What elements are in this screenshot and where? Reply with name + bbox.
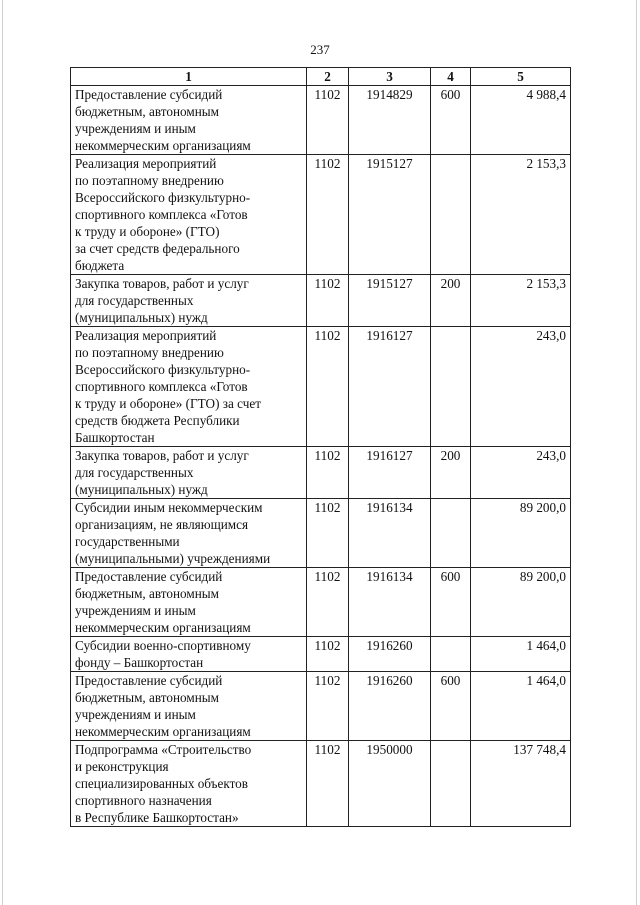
row-description: Закупка товаров, работ и услуг для государственных (муниципальных) нужд (71, 275, 307, 327)
target-article-code: 1916134 (349, 568, 431, 637)
column-header: 5 (471, 68, 571, 86)
amount: 4 988,4 (471, 86, 571, 155)
target-article-code: 1916260 (349, 672, 431, 741)
row-description: Субсидии военно-спортивному фонду – Башкортостан (71, 637, 307, 672)
expense-type-code: 600 (431, 672, 471, 741)
target-article-code: 1915127 (349, 275, 431, 327)
table-row (71, 447, 571, 499)
target-article-code: 1915127 (349, 155, 431, 275)
section-code: 1102 (307, 155, 349, 275)
amount: 1 464,0 (471, 637, 571, 672)
table-row (71, 672, 571, 741)
target-article-code: 1916127 (349, 447, 431, 499)
section-code: 1102 (307, 327, 349, 447)
expense-type-code: 600 (431, 86, 471, 155)
table-row (71, 327, 571, 447)
budget-table-container (70, 67, 570, 827)
table-header-row (71, 68, 571, 86)
budget-table (70, 67, 571, 827)
table-row (71, 741, 571, 827)
row-description: Реализация мероприятий по поэтапному внедрению Всероссийского физкультурно- спортивного комплекса «Готов к труду и обороне» (ГТО) за счет средств бюджета Республики Башкортостан (71, 327, 307, 447)
column-header: 4 (431, 68, 471, 86)
section-code: 1102 (307, 741, 349, 827)
column-header: 2 (307, 68, 349, 86)
table-row (71, 155, 571, 275)
section-code: 1102 (307, 672, 349, 741)
row-description: Подпрограмма «Строительство и реконструкция специализированных объектов спортивного назначения в Республике Башкортостан» (71, 741, 307, 827)
expense-type-code: 200 (431, 275, 471, 327)
section-code: 1102 (307, 568, 349, 637)
section-code: 1102 (307, 447, 349, 499)
amount: 137 748,4 (471, 741, 571, 827)
expense-type-code (431, 637, 471, 672)
target-article-code: 1914829 (349, 86, 431, 155)
expense-type-code: 200 (431, 447, 471, 499)
expense-type-code: 600 (431, 568, 471, 637)
row-description: Предоставление субсидий бюджетным, автономным учреждениям и иным некоммерческим организациям (71, 672, 307, 741)
expense-type-code (431, 499, 471, 568)
table-row (71, 275, 571, 327)
section-code: 1102 (307, 86, 349, 155)
row-description: Реализация мероприятий по поэтапному внедрению Всероссийского физкультурно- спортивного комплекса «Готов к труду и обороне» (ГТО) за счет средств федерального бюджета (71, 155, 307, 275)
section-code: 1102 (307, 275, 349, 327)
expense-type-code (431, 155, 471, 275)
table-row (71, 499, 571, 568)
column-header: 1 (71, 68, 307, 86)
target-article-code: 1916127 (349, 327, 431, 447)
target-article-code: 1916134 (349, 499, 431, 568)
target-article-code: 1916260 (349, 637, 431, 672)
amount: 243,0 (471, 327, 571, 447)
row-description: Субсидии иным некоммерческим организациям, не являющимся государственными (муниципальными) учреждениями (71, 499, 307, 568)
amount: 243,0 (471, 447, 571, 499)
scan-edge-left (2, 0, 3, 905)
table-row (71, 568, 571, 637)
amount: 2 153,3 (471, 275, 571, 327)
expense-type-code (431, 327, 471, 447)
row-description: Предоставление субсидий бюджетным, автономным учреждениям и иным некоммерческим организациям (71, 568, 307, 637)
amount: 89 200,0 (471, 568, 571, 637)
section-code: 1102 (307, 637, 349, 672)
amount: 2 153,3 (471, 155, 571, 275)
section-code: 1102 (307, 499, 349, 568)
amount: 89 200,0 (471, 499, 571, 568)
expense-type-code (431, 741, 471, 827)
table-row (71, 637, 571, 672)
target-article-code: 1950000 (349, 741, 431, 827)
row-description: Закупка товаров, работ и услуг для государственных (муниципальных) нужд (71, 447, 307, 499)
row-description: Предоставление субсидий бюджетным, автономным учреждениям и иным некоммерческим организациям (71, 86, 307, 155)
page-number: 237 (310, 42, 330, 57)
amount: 1 464,0 (471, 672, 571, 741)
column-header: 3 (349, 68, 431, 86)
scan-edge-right (636, 0, 637, 905)
table-row (71, 86, 571, 155)
